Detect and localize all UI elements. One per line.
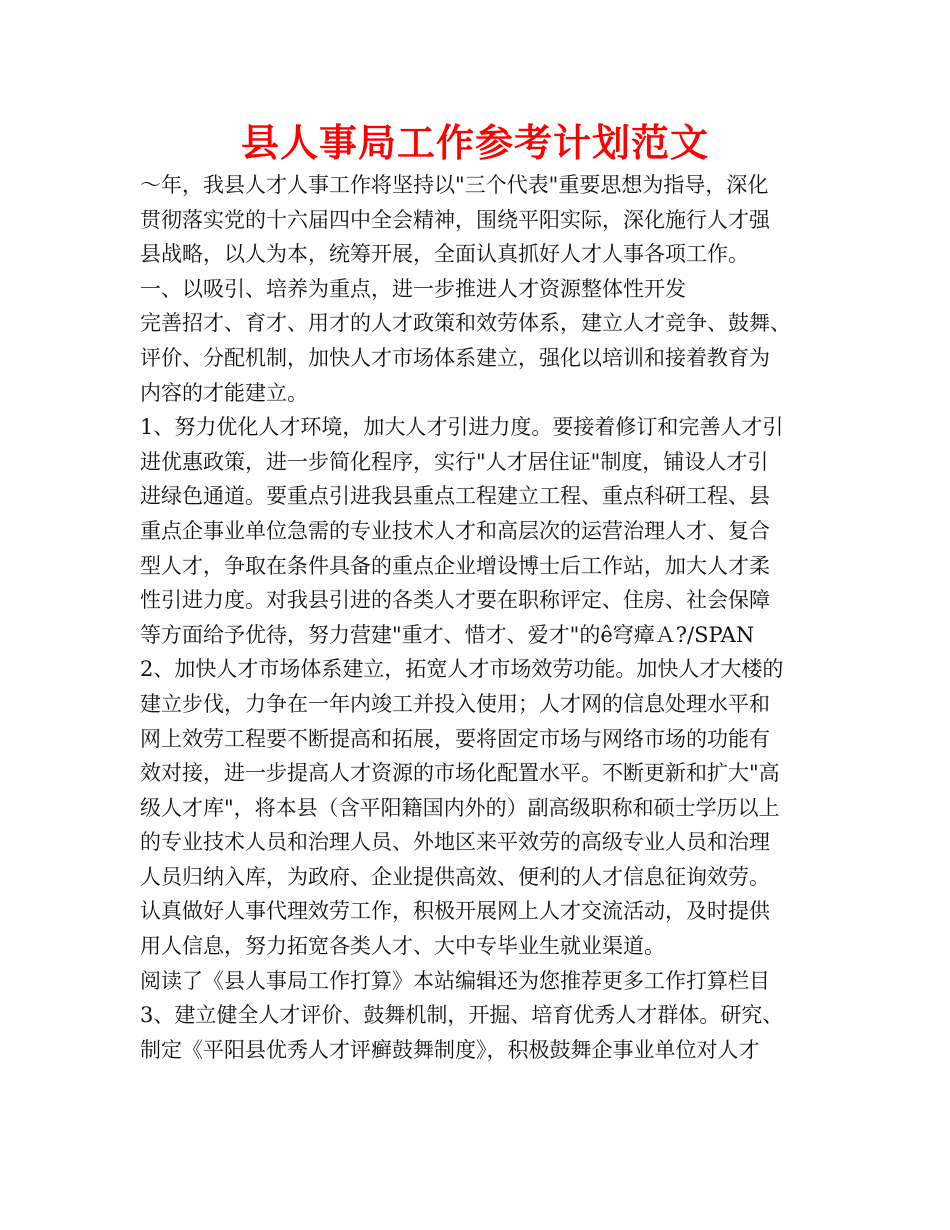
body-line: 型人才，争取在条件具备的重点企业增设博士后工作站，加大人才柔 bbox=[140, 553, 770, 578]
body-line: 的专业技术人员和治理人员、外地区来平效劳的高级专业人员和治理 bbox=[140, 830, 770, 855]
body-line: 进绿色通道。要重点引进我县重点工程建立工程、重点科研工程、县 bbox=[140, 484, 770, 509]
body-line: 贯彻落实党的十六届四中全会精神，围绕平阳实际，深化施行人才强 bbox=[140, 207, 770, 232]
body-line: 人员归纳入库，为政府、企业提供高效、便利的人才信息征询效劳。 bbox=[140, 864, 770, 889]
body-line: 内容的才能建立。 bbox=[140, 380, 308, 405]
body-line: 等方面给予优待，努力营建"重才、惜才、爱才"的ê穹瘴Ａ?/SPAN bbox=[140, 622, 755, 647]
body-line: 县战略，以人为本，统筹开展，全面认真抓好人才人事各项工作。 bbox=[140, 242, 749, 267]
body-line: 完善招才、育才、用才的人才政策和效劳体系，建立人才竞争、鼓舞、 bbox=[140, 311, 791, 336]
body-line: 一、以吸引、培养为重点，进一步推进人才资源整体性开发 bbox=[140, 276, 686, 301]
body-line: 性引进力度。对我县引进的各类人才要在职称评定、住房、社会保障 bbox=[140, 588, 770, 613]
body-line: 阅读了《县人事局工作打算》本站编辑还为您推荐更多工作打算栏目 bbox=[140, 968, 770, 993]
body-line: 级人才库"，将本县（含平阳籍国内外的）副高级职称和硕士学历以上 bbox=[140, 795, 780, 820]
document-title: 县人事局工作参考计划范文 bbox=[240, 121, 709, 165]
body-line: 认真做好人事代理效劳工作，积极开展网上人才交流活动，及时提供 bbox=[140, 899, 770, 924]
body-line: 2、加快人才市场体系建立，拓宽人才市场效劳功能。加快人才大楼的 bbox=[140, 657, 784, 682]
body-line: 效对接，进一步提高人才资源的市场化配置水平。不断更新和扩大"高 bbox=[140, 761, 780, 786]
body-line: 用人信息，努力拓宽各类人才、大中专毕业生就业渠道。 bbox=[140, 934, 665, 959]
body-line: ～年，我县人才人事工作将坚持以"三个代表"重要思想为指导，深化 bbox=[140, 173, 769, 197]
body-line: 3、建立健全人才评价、鼓舞机制，开掘、培育优秀人才群体。研究、 bbox=[140, 1003, 784, 1028]
body-line: 网上效劳工程要不断提高和拓展，要将固定市场与网络市场的功能有 bbox=[140, 726, 770, 751]
body-line: 制定《平阳县优秀人才评癣鼓舞制度》，积极鼓舞企事业单位对人才 bbox=[140, 1037, 760, 1062]
body-line: 重点企事业单位急需的专业技术人才和高层次的运营治理人才、复合 bbox=[140, 518, 770, 543]
body-line: 1、努力优化人才环境，加大人才引进力度。要接着修订和完善人才引 bbox=[140, 415, 784, 440]
body-line: 建立步伐，力争在一年内竣工并投入使用；人才网的信息处理水平和 bbox=[140, 691, 770, 716]
body-line: 进优惠政策，进一步简化程序，实行"人才居住证"制度，铺设人才引 bbox=[140, 449, 769, 474]
document-body bbox=[140, 168, 820, 1067]
body-line: 评价、分配机制，加快人才市场体系建立，强化以培训和接着教育为 bbox=[140, 345, 770, 370]
